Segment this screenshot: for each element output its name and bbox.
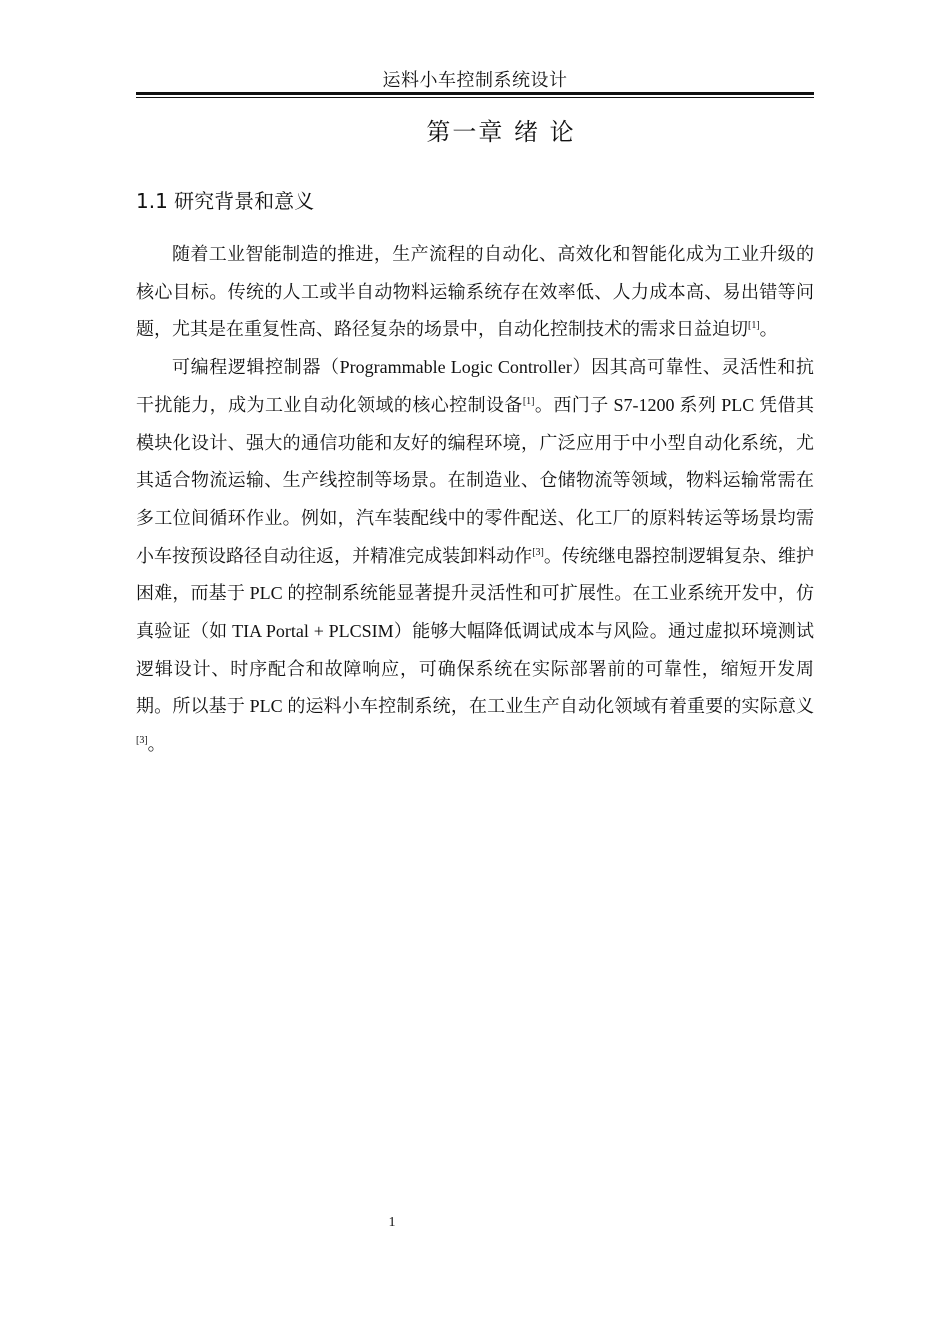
- page-number: 1: [388, 1215, 396, 1230]
- paragraph-2-text-4: 。: [147, 734, 166, 755]
- citation-ref: [1]: [748, 320, 760, 332]
- citation-ref: [3]: [532, 546, 544, 558]
- paragraph-1-text-1: 随着工业智能制造的推进，生产流程的自动化、高效化和智能化成为工业升级的核心目标。传统的人工或半自动物料运输系统存在效率低、人力成本高、易出错等问题，尤其是在重复性高、路径复杂的场景中，自动化控制技术的需求日益迫切: [136, 244, 814, 340]
- paragraph-1: [136, 236, 814, 349]
- header-rule-thick: [136, 92, 814, 95]
- paragraph-2-text-3: 。传统继电器控制逻辑复杂、维护困难，而基于 PLC 的控制系统能显著提升灵活性和可扩展性。在工业系统开发中，仿真验证（如 TIA Portal + PLCSIM）能够大幅降低调试成本与风险。通过虚拟环境测试逻辑设计、时序配合和故障响应，可确保系统在实际部署前的可靠性，缩短开发周期。所以基于 PLC 的运料小车控制系统，在工业生产自动化领域有着重要的实际意义: [136, 545, 815, 717]
- paragraph-2-text-1: 可编程逻辑控制器（Programmable Logic Controller）因其高可靠性、灵活性和抗干扰能力，成为工业自动化领域的核心控制设备: [136, 357, 814, 415]
- paragraph-2: [136, 349, 814, 764]
- citation-ref: [1]: [522, 395, 535, 407]
- section-heading: 1.1 研究背景和意义: [136, 189, 315, 213]
- running-header: 运料小车控制系统设计: [382, 70, 568, 90]
- body-text: [136, 236, 814, 764]
- chapter-title: 第一章 绪 论: [426, 118, 576, 146]
- citation-ref: [3]: [136, 735, 148, 747]
- paragraph-2-text-2: 。西门子 S7-1200 系列 PLC 凭借其模块化设计、强大的通信功能和友好的编程环境，广泛应用于中小型自动化系统，尤其适合物流运输、生产线控制等场景。在制造业、仓储物流等领域，物料运输常需在多工位间循环作业。例如，汽车装配线中的零件配送、化工厂的原料转运等场景均需小车按预设路径自动往返，并精准完成装卸料动作: [136, 394, 815, 566]
- header-rule-thin: [136, 97, 814, 98]
- paragraph-1-text-2: 。: [759, 319, 778, 340]
